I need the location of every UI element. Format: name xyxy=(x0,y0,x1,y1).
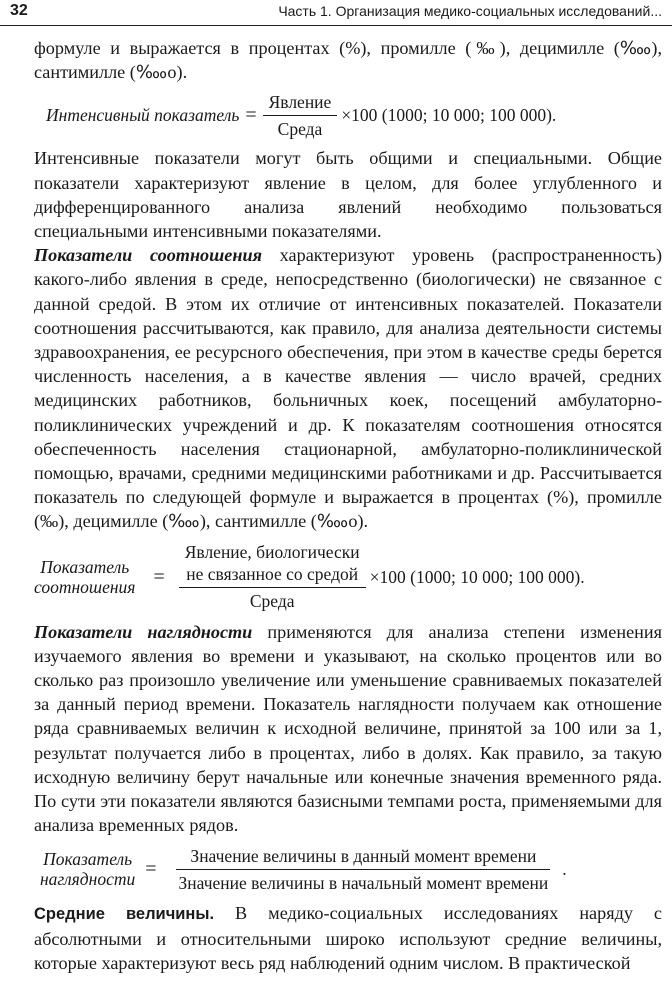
formula-intensive xyxy=(46,84,662,146)
formula-visual xyxy=(40,837,662,901)
denominator: Среда xyxy=(277,118,323,139)
formula-label xyxy=(40,849,135,889)
label-line: Показатель xyxy=(40,556,130,577)
body-text xyxy=(34,36,662,975)
header-rule xyxy=(0,25,672,26)
page-header xyxy=(0,0,672,26)
denominator: Значение величины в начальный момент времени xyxy=(178,872,549,893)
fraction xyxy=(165,845,563,894)
label-line: соотношения xyxy=(34,576,136,597)
multiplier: ×100 (1000; 10 000; 100 000). xyxy=(341,105,557,126)
equals-sign: = xyxy=(245,104,257,127)
term-visual: Показатели наглядности xyxy=(34,621,253,642)
numerator-line: Явление, биологически xyxy=(184,542,360,563)
formula-label: Интенсивный показатель xyxy=(46,105,240,126)
fraction xyxy=(263,91,338,140)
multiplier: ×100 (1000; 10 000; 100 000). xyxy=(369,566,585,587)
paragraph-averages xyxy=(34,901,662,975)
numerator: Значение величины в данный момент времени xyxy=(176,845,550,870)
label-line: наглядности xyxy=(40,869,136,890)
numerator xyxy=(179,541,366,588)
formula-end: . xyxy=(562,859,567,880)
paragraph-intensive: Интенсивные показатели могут быть общими и специальными. Общие показатели характеризуют явление в целом, для более углубленного и дифференцированного анализа явлений необходимо пользоваться специальными интенсивными показателями. xyxy=(34,148,662,242)
formula-label xyxy=(34,557,135,597)
label-line: Показатель xyxy=(43,849,133,870)
numerator: Явление xyxy=(263,91,338,116)
fraction xyxy=(179,541,366,612)
page-number: 32 xyxy=(10,2,28,19)
paragraph-ratio xyxy=(34,243,662,533)
numerator-line: не связанное со средой xyxy=(186,564,359,585)
paragraph-averages-text: В медико-социальных исследованиях наряду с абсолютными и относительными широко используют средние величины, которые характеризуют весь ряд наблюдений одним числом. В практической xyxy=(34,903,663,973)
equals-sign: = xyxy=(145,858,157,881)
paragraph-visual-text: применяются для анализа степени изменения изучаемого явления во времени и указывают, на сколько процентов или во сколько раз произошло увеличение или уменьшение сравниваемых показателей за данный период времени. Показатель наглядности получаем как отношение ряда сравниваемых величин к исходной величине, принятой за 100 или за 1, результат получается либо в процентах, либо в долях. Как правило, за такую исходную величину берут начальные или конечные значения временного ряда. По сути эти показатели являются базисными темпами роста, применяемыми для анализа временных рядов. xyxy=(34,621,662,836)
term-ratio: Показатели соотношения xyxy=(34,245,262,266)
running-title: Часть 1. Организация медико-социальных исследований... xyxy=(278,3,662,19)
paragraph-continued: формуле и выражается в процентах (%), промилле (‰), децимилле (‱), сантимилле (‱о). xyxy=(34,38,662,83)
equals-sign: = xyxy=(153,565,165,588)
paragraph-visual xyxy=(34,620,662,838)
term-averages: Средние величины. xyxy=(34,905,215,924)
formula-ratio xyxy=(34,534,662,620)
paragraph-ratio-text: характеризуют уровень (распространенность) какого-либо явления в среде, непосредственно (биологически) не связанное с данной средой. В этом их отличие от интенсивных показателей. Показатели соотношения рассчитываются, как правило, для анализа деятельности системы здравоохранения, ее ресурсного обеспечения, при этом в качестве среды берется численность населения, а в качестве явления — число врачей, средних медицинских работников, больничных коек, посещений амбулаторно-поликлинических учреждений и др. К показателям соотношения относятся обеспеченность населения стационарной, амбулаторно-поликлинической помощью, врачами, средними медицинскими работниками и др. Рассчитывается показатель по следующей формуле и выражается в процентах (%), промилле (‰), децимилле (‱), сантимилле (‱о). xyxy=(34,245,663,532)
denominator: Среда xyxy=(249,591,295,612)
